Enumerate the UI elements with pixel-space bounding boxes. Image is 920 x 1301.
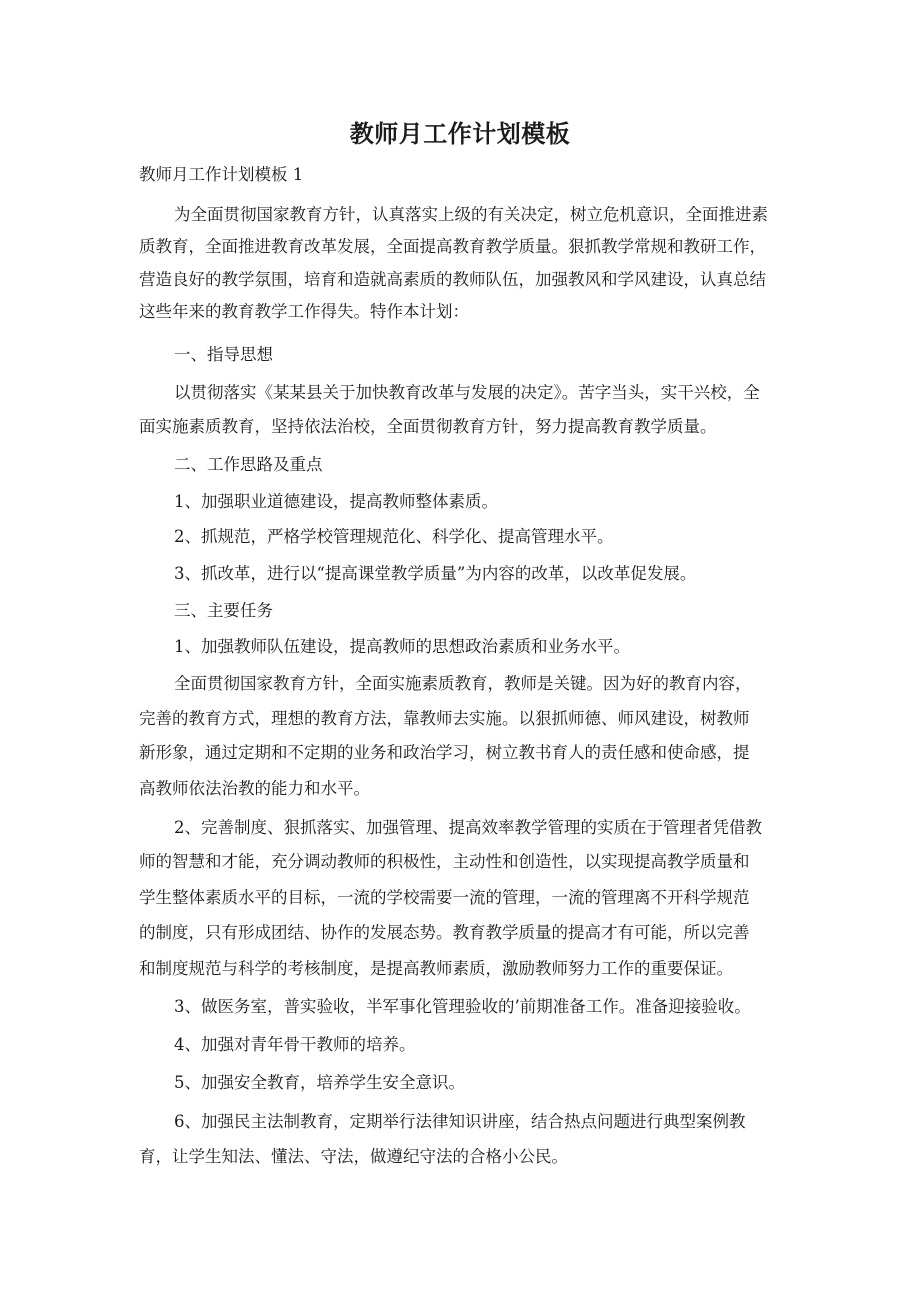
paragraph-line: 的制度，只有形成团结、协作的发展态势。教育教学质量的提高才有可能，所以完善 bbox=[139, 923, 750, 942]
paragraph-line: 高教师依法治教的能力和水平。 bbox=[139, 779, 370, 798]
list-item: 1、加强职业道德建设，提高教师整体素质。 bbox=[174, 492, 498, 511]
section-heading: 一、指导思想 bbox=[174, 345, 273, 364]
list-item: 1、加强教师队伍建设，提高教师的思想政治素质和业务水平。 bbox=[174, 637, 630, 656]
paragraph-line: 面实施素质教育，坚持依法治校，全面贯彻教育方针，努力提高教育教学质量。 bbox=[139, 417, 717, 436]
section-heading: 三、主要任务 bbox=[174, 601, 273, 620]
list-item: 6、加强民主法制教育，定期举行法律知识讲座，结合热点问题进行典型案例教 bbox=[174, 1112, 746, 1131]
document-subtitle: 教师月工作计划模板 1 bbox=[139, 165, 304, 184]
paragraph-line: 学生整体素质水平的目标，一流的学校需要一流的管理，一流的管理离不开科学规范 bbox=[139, 888, 750, 907]
list-item: 3、抓改革，进行以“提高课堂教学质量”为内容的改革，以改革促发展。 bbox=[174, 564, 697, 583]
paragraph-line: 质教育，全面推进教育改革发展，全面提高教育教学质量。狠抓教学常规和教研工作， bbox=[139, 237, 766, 256]
list-item: 3、做医务室，普实验收，半军事化管理验收的’前期准备工作。准备迎接验收。 bbox=[174, 997, 751, 1016]
paragraph-line: 完善的教育方式，理想的教育方法，靠教师去实施。以狠抓师德、师风建设，树教师 bbox=[139, 709, 750, 728]
paragraph-line: 2、完善制度、狠抓落实、加强管理、提高效率教学管理的实质在于管理者凭借教 bbox=[174, 818, 762, 837]
list-item: 5、加强安全教育，培养学生安全意识。 bbox=[174, 1073, 465, 1092]
paragraph-line: 这些年来的教育教学工作得失。特作本计划： bbox=[139, 302, 469, 321]
paragraph-line: 育，让学生知法、懂法、守法，做遵纪守法的合格小公民。 bbox=[139, 1147, 568, 1166]
list-item: 2、抓规范，严格学校管理规范化、科学化、提高管理水平。 bbox=[174, 527, 614, 546]
list-item: 4、加强对青年骨干教师的培养。 bbox=[174, 1035, 416, 1054]
paragraph-line: 营造良好的教学氛围，培育和造就高素质的教师队伍，加强教风和学风建设，认真总结 bbox=[139, 270, 766, 289]
paragraph-line: 以贯彻落实《某某县关于加快教育改革与发展的决定》。苦字当头，实干兴校，全 bbox=[174, 383, 760, 402]
paragraph-line: 和制度规范与科学的考核制度，是提高教师素质，激励教师努力工作的重要保证。 bbox=[139, 959, 733, 978]
paragraph-line: 师的智慧和才能，充分调动教师的积极性，主动性和创造性，以实现提高教学质量和 bbox=[139, 852, 750, 871]
paragraph-line: 全面贯彻国家教育方针，全面实施素质教育，教师是关键。因为好的教育内容， bbox=[174, 674, 752, 693]
paragraph-line: 为全面贯彻国家教育方针，认真落实上级的有关决定，树立危机意识，全面推进素 bbox=[174, 205, 768, 224]
section-heading: 二、工作思路及重点 bbox=[174, 455, 323, 474]
paragraph-line: 新形象，通过定期和不定期的业务和政治学习，树立教书育人的责任感和使命感，提 bbox=[139, 743, 750, 762]
document-title: 教师月工作计划模板 bbox=[349, 120, 571, 148]
